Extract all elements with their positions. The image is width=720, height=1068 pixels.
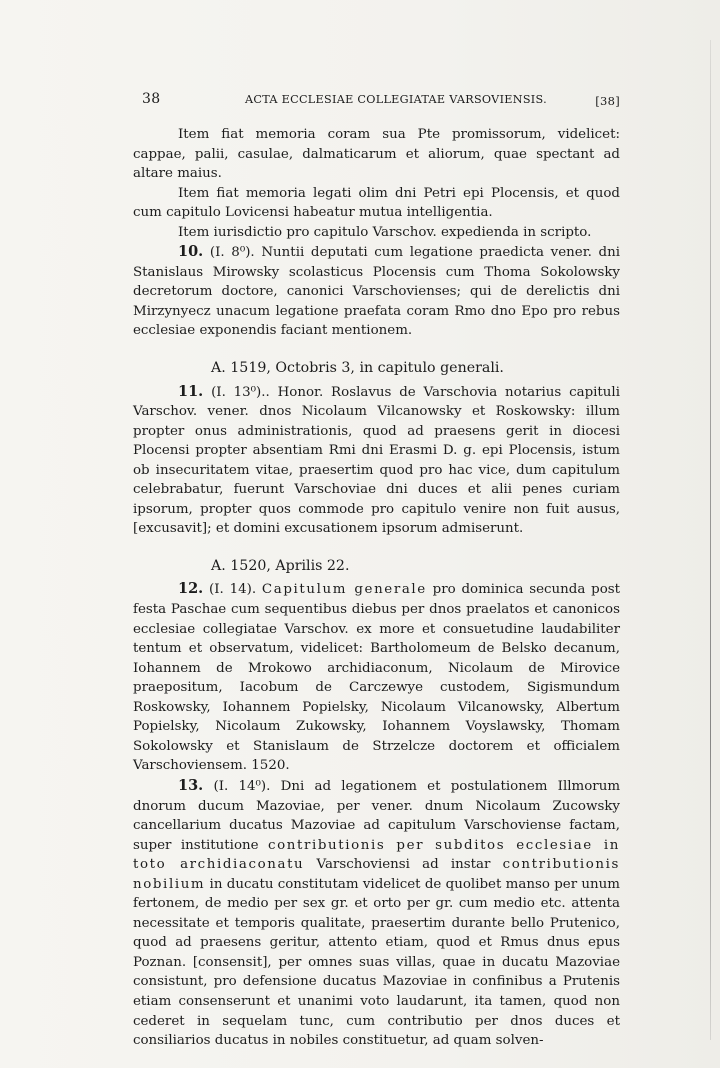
entry-text-10: Nuntii deputati cum legatione praedicta vener. dni Stanislaus Mirowsky scolasticus Plocensis cum Thoma Sokolowsky decretorum doctore, canonici Varschovienses; qui de derelictis dni Mirzynyecz unacum legatione praefata coram Rmo dno Epo pro rebus ecclesiae exponendis faciant mentionem. (133, 245, 620, 339)
body-text (133, 125, 620, 1051)
running-head (142, 91, 620, 111)
running-title: ACTA ECCLESIAE COLLEGIATAE VARSOVIENSIS. (245, 93, 547, 106)
entry-ref-10: (I. 8⁰). (209, 245, 255, 261)
paragraph-12 (133, 579, 620, 775)
paragraph-10 (133, 242, 620, 341)
entry-number-13: 13. (178, 776, 204, 794)
entry-text-11: Honor. Roslavus de Varschovia notarius capituli Varschov. vener. dnos Nicolaum Vilcanowsky et Roskowsky: illum propter onus administrationis, quod ad praesens gerit in diocesi Plocensi propter absentiam Rmi dni Erasmi D. g. epi Plocensis, istum ob insecuritatem vitae, praesertim quod pro hac vice, dum capitulum celebrabatur, fuerunt Varschoviae dni duces et alii penes curiam ipsorum, propter quos commode pro capitulo venire non fuit ausus, [excusavit]; et domini excusationem ipsorum admiserunt. (133, 384, 621, 537)
page-edge-shadow (710, 40, 711, 1040)
paragraph-item-3: Item iurisdictio pro capitulo Varschov. expedienda in scripto. (178, 224, 592, 240)
entry-number-12: 12. (178, 580, 204, 598)
spaced-term-contributionis: contributionis per subditos ecclesiae in toto archidiaconatu (133, 837, 620, 873)
entry-text-13b: Varschoviensi ad instar (316, 857, 491, 873)
date-heading-1519: A. 1519, Octobris 3, in capitulo generali. (211, 360, 504, 377)
paragraph-11 (133, 382, 620, 539)
page-number: 38 (142, 91, 161, 107)
paragraph-13 (133, 776, 620, 1051)
entry-text-13c: in ducatu constitutam videlicet de quolibet manso per unum fertonem, de medio per sex gr. et orto per gr. cum medio etc. attenta necessitate et temporis qualitate, praesertim durante bello Prutenico, quod ad praesens geritur, attento etiam, quod et Rmus dnus epus Poznan. [consensit], per omnes suas villas, quae in ducatu Mazoviae consistunt, pro defensione ducatus Mazoviae in confinibus a Prutenis etiam consenserunt et unanimi voto laudarunt, ita tamen, quod non cederet in sequelam tunc, cum contributio per dnos duces et consiliarios ducatus in nobiles constituetur, ad quam solven- (133, 876, 620, 1049)
entry-ref-12: (I. 14). (209, 582, 257, 598)
entry-ref-13: (I. 14⁰). (213, 778, 271, 794)
entry-ref-11: (I. 13⁰).. (211, 384, 270, 400)
entry-number-10: 10. (178, 243, 204, 261)
spaced-term-capitulum: Capitulum generale (261, 582, 427, 598)
entry-text-13a: Dni ad legationem et postulationem Illmorum dnorum ducum Mazoviae, per vener. dnum Nicolaum Zucowsky cancellarium ducatus Mazoviae ad capitulum Varschoviense factam, super institutione (133, 778, 621, 853)
entry-number-11: 11. (178, 382, 204, 400)
date-heading-1520: A. 1520, Aprilis 22. (211, 557, 350, 574)
paragraph-item-1: Item fiat memoria coram sua Pte promissorum, videlicet: cappae, palii, casulae, dalmaticarum et aliorum, quae spectant ad altare maius. (133, 127, 620, 182)
spaced-term-nobilium: contributionis nobilium (133, 857, 620, 892)
paragraph-item-2: Item fiat memoria legati olim dni Petri epi Plocensis, et quod cum capitulo Lovicensi habeatur mutua intelligentia. (133, 185, 620, 221)
bracket-page-number: [38] (595, 94, 620, 108)
entry-text-12: pro dominica secunda post festa Paschae cum sequentibus diebus per dnos praelatos et canonicos ecclesiae collegiatae Varschov. ex more et consuetudine laudabiliter tentum et observatum, videlicet: Bartholomeum de Belsko decanum, Iohannem de Mrokowo archidiaconum, Nicolaum de Mirovice praepositum, Iacobum de Carczewye custodem, Sigismundum Roskowsky, Iohannem Popielsky, Nicolaum Vilcanowsky, Albertum Popielsky, Nicolaum Zukowsky, Iohannem Voyslawsky, Thomam Sokolowsky et Stanislaum de Strzelcze doctorem et officialem Varschoviensem. 1520. (133, 582, 621, 774)
